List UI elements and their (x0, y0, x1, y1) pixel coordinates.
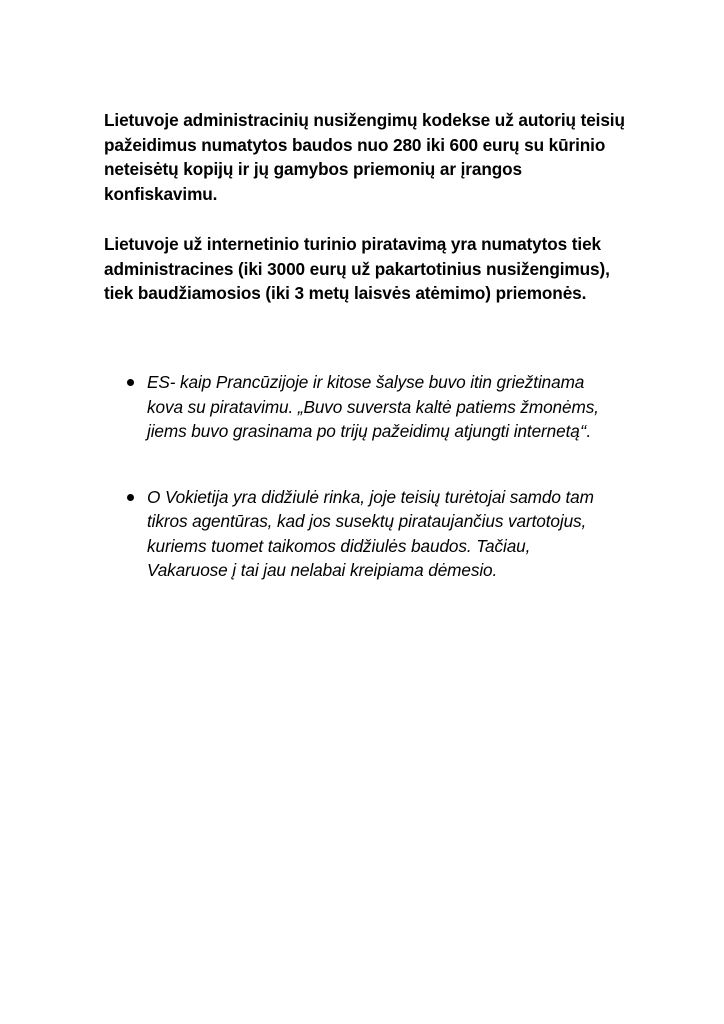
bullet-list (104, 370, 704, 624)
paragraph-line: konfiskavimu. (104, 183, 218, 204)
paragraph-line: Lietuvoje už internetinio turinio piratavimą yra numatytos tiek (104, 234, 602, 254)
bullet-line: kova su piratavimu. „Buvo suversta kaltė patiems žmonėms, (147, 396, 599, 417)
bullet-line: ES- kaip Prancūzijoje ir kitose šalyse buvo itin griežtinama (147, 372, 585, 392)
bullet-line: O Vokietija yra didžiulė rinka, joje teisių turėtojai samdo tam (147, 486, 594, 507)
paragraph-line: Lietuvoje administracinių nusižengimų kodekse už autorių teisių (104, 110, 625, 130)
bullet-line: kuriems tuomet taikomos didžiulės baudos. Tačiau, (147, 535, 531, 556)
bullet-dot-icon (127, 379, 134, 386)
bullet-item-eu-france (104, 370, 704, 444)
bullet-line: jiems buvo grasinama po trijų pažeidimų atjungti internetą‘‘. (147, 421, 592, 441)
paragraph-internet-piracy (104, 232, 704, 306)
bullet-line: tikros agentūras, kad jos susektų pirataujančius vartotojus, (147, 511, 587, 531)
paragraph-line: tiek baudžiamosios (iki 3 metų laisvės atėmimo) priemonės. (104, 283, 587, 303)
paragraph-administrative-fines (104, 108, 704, 206)
paragraph-line: neteisėtų kopijų ir jų gamybos priemonių ar įrangos (104, 159, 522, 179)
bullet-line: Vakaruose į tai jau nelabai kreipiama dėmesio. (147, 560, 498, 580)
bullet-dot-icon (127, 494, 134, 501)
paragraph-line: administracines (iki 3000 eurų už pakartotinius nusižengimus), (104, 258, 610, 279)
bullet-item-germany (104, 485, 704, 583)
paragraph-line: pažeidimus numatytos baudos nuo 280 iki 600 eurų su kūrinio (104, 134, 606, 155)
